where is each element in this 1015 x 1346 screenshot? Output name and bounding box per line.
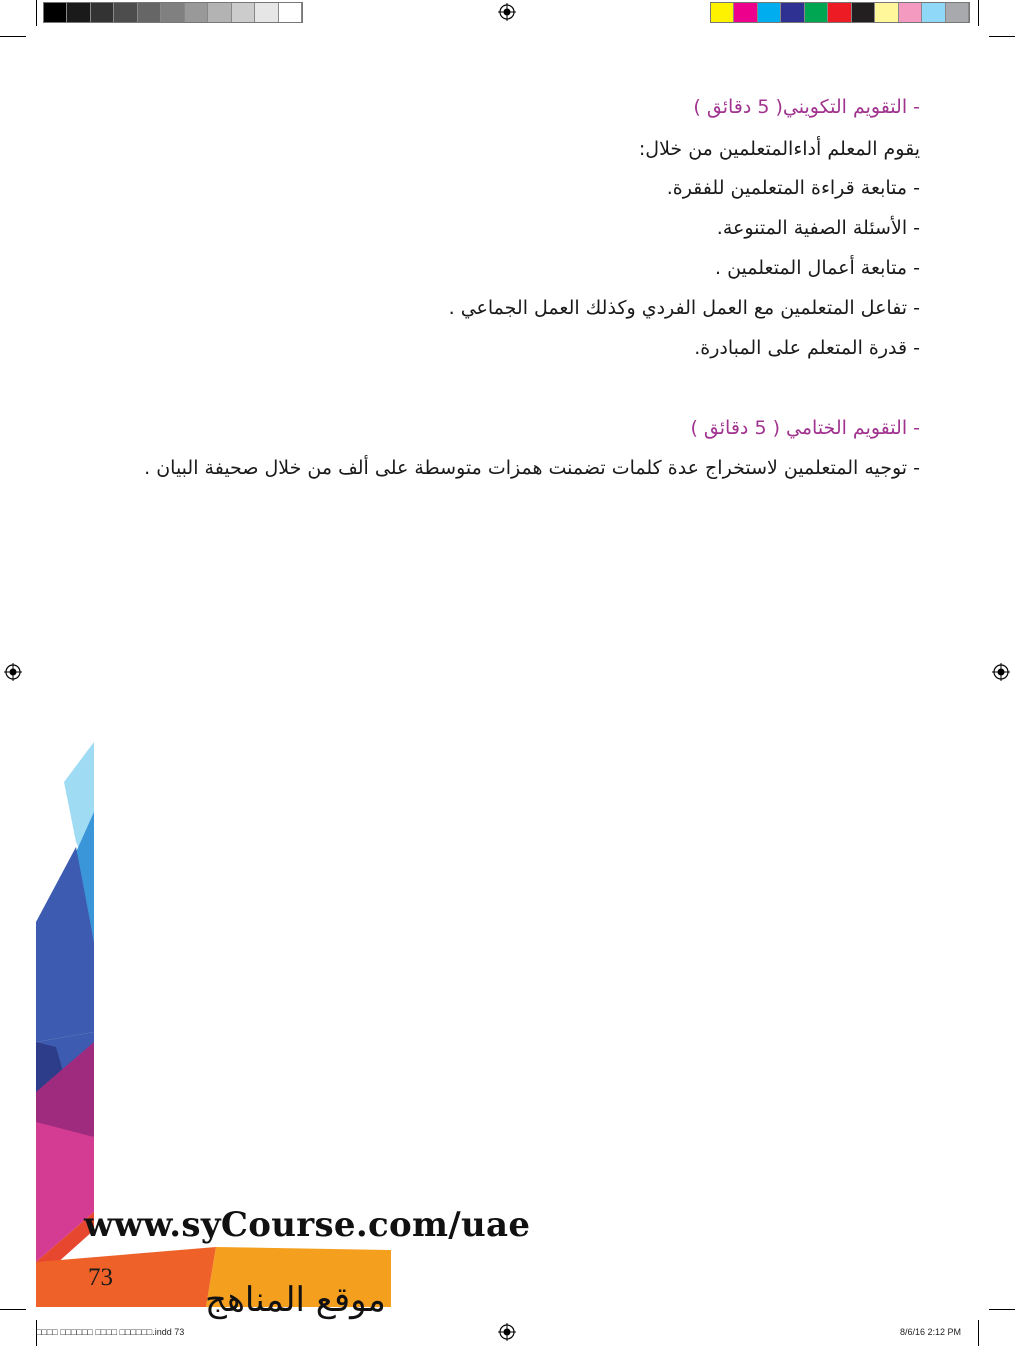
formative-item: - متابعة قراءة المتعلمين للفقرة. [666,177,920,199]
print-timestamp: 8/6/16 2:12 PM [900,1327,962,1337]
summative-item: - توجيه المتعلمين لاستخراج عدة كلمات تضمنت همزات متوسطة على ألف من خلال صحيفة البيان . [144,457,920,479]
gray-swatch [161,3,184,22]
registration-mark-icon [498,3,516,21]
crop-mark [36,0,37,26]
color-swatch [852,3,875,22]
formative-item: - متابعة أعمال المتعلمين . [714,257,920,279]
color-swatch [899,3,922,22]
crop-mark [0,1309,26,1310]
formative-item: - الأسئلة الصفية المتنوعة. [716,217,920,239]
gray-swatch [185,3,208,22]
crop-mark [989,36,1015,37]
gray-swatch [114,3,137,22]
color-swatch [805,3,828,22]
color-swatch [875,3,898,22]
summative-assessment-heading: - التقويم الختامي ( 5 دقائق ) [690,417,920,439]
gray-calibration-bar [43,2,303,23]
color-swatch [946,3,969,22]
crop-mark [0,36,26,37]
gray-swatch [208,3,231,22]
color-calibration-bar [710,2,970,23]
color-swatch [758,3,781,22]
gray-swatch [255,3,278,22]
registration-mark-icon [4,663,22,681]
color-swatch [781,3,804,22]
registration-mark-icon [498,1323,516,1341]
color-swatch [734,3,757,22]
gray-swatch [279,3,302,22]
registration-mark-icon [992,663,1010,681]
gray-swatch [44,3,67,22]
gray-swatch [91,3,114,22]
site-name-arabic: موقع المناهج [205,1280,386,1320]
crop-mark [978,0,979,26]
color-swatch [922,3,945,22]
formative-item: - قدرة المتعلم على المبادرة. [694,337,920,359]
formative-item: - تفاعل المتعلمين مع العمل الفردي وكذلك العمل الجماعي . [448,297,920,319]
color-swatch [828,3,851,22]
gray-swatch [138,3,161,22]
page-number: 73 [88,1264,113,1291]
gray-swatch [232,3,255,22]
gray-swatch [67,3,90,22]
formative-assessment-heading: - التقويم التكويني( 5 دقائق ) [693,96,920,118]
color-swatch [711,3,734,22]
formative-intro: يقوم المعلم أداءالمتعلمين من خلال: [638,138,920,160]
crop-mark [978,1320,979,1346]
crop-mark [989,1309,1015,1310]
website-url[interactable]: www.syCourse.com/uae [84,1205,531,1245]
file-slug: □□□□ □□□□□□ □□□□ □□□□□□.indd 73 [36,1327,185,1337]
